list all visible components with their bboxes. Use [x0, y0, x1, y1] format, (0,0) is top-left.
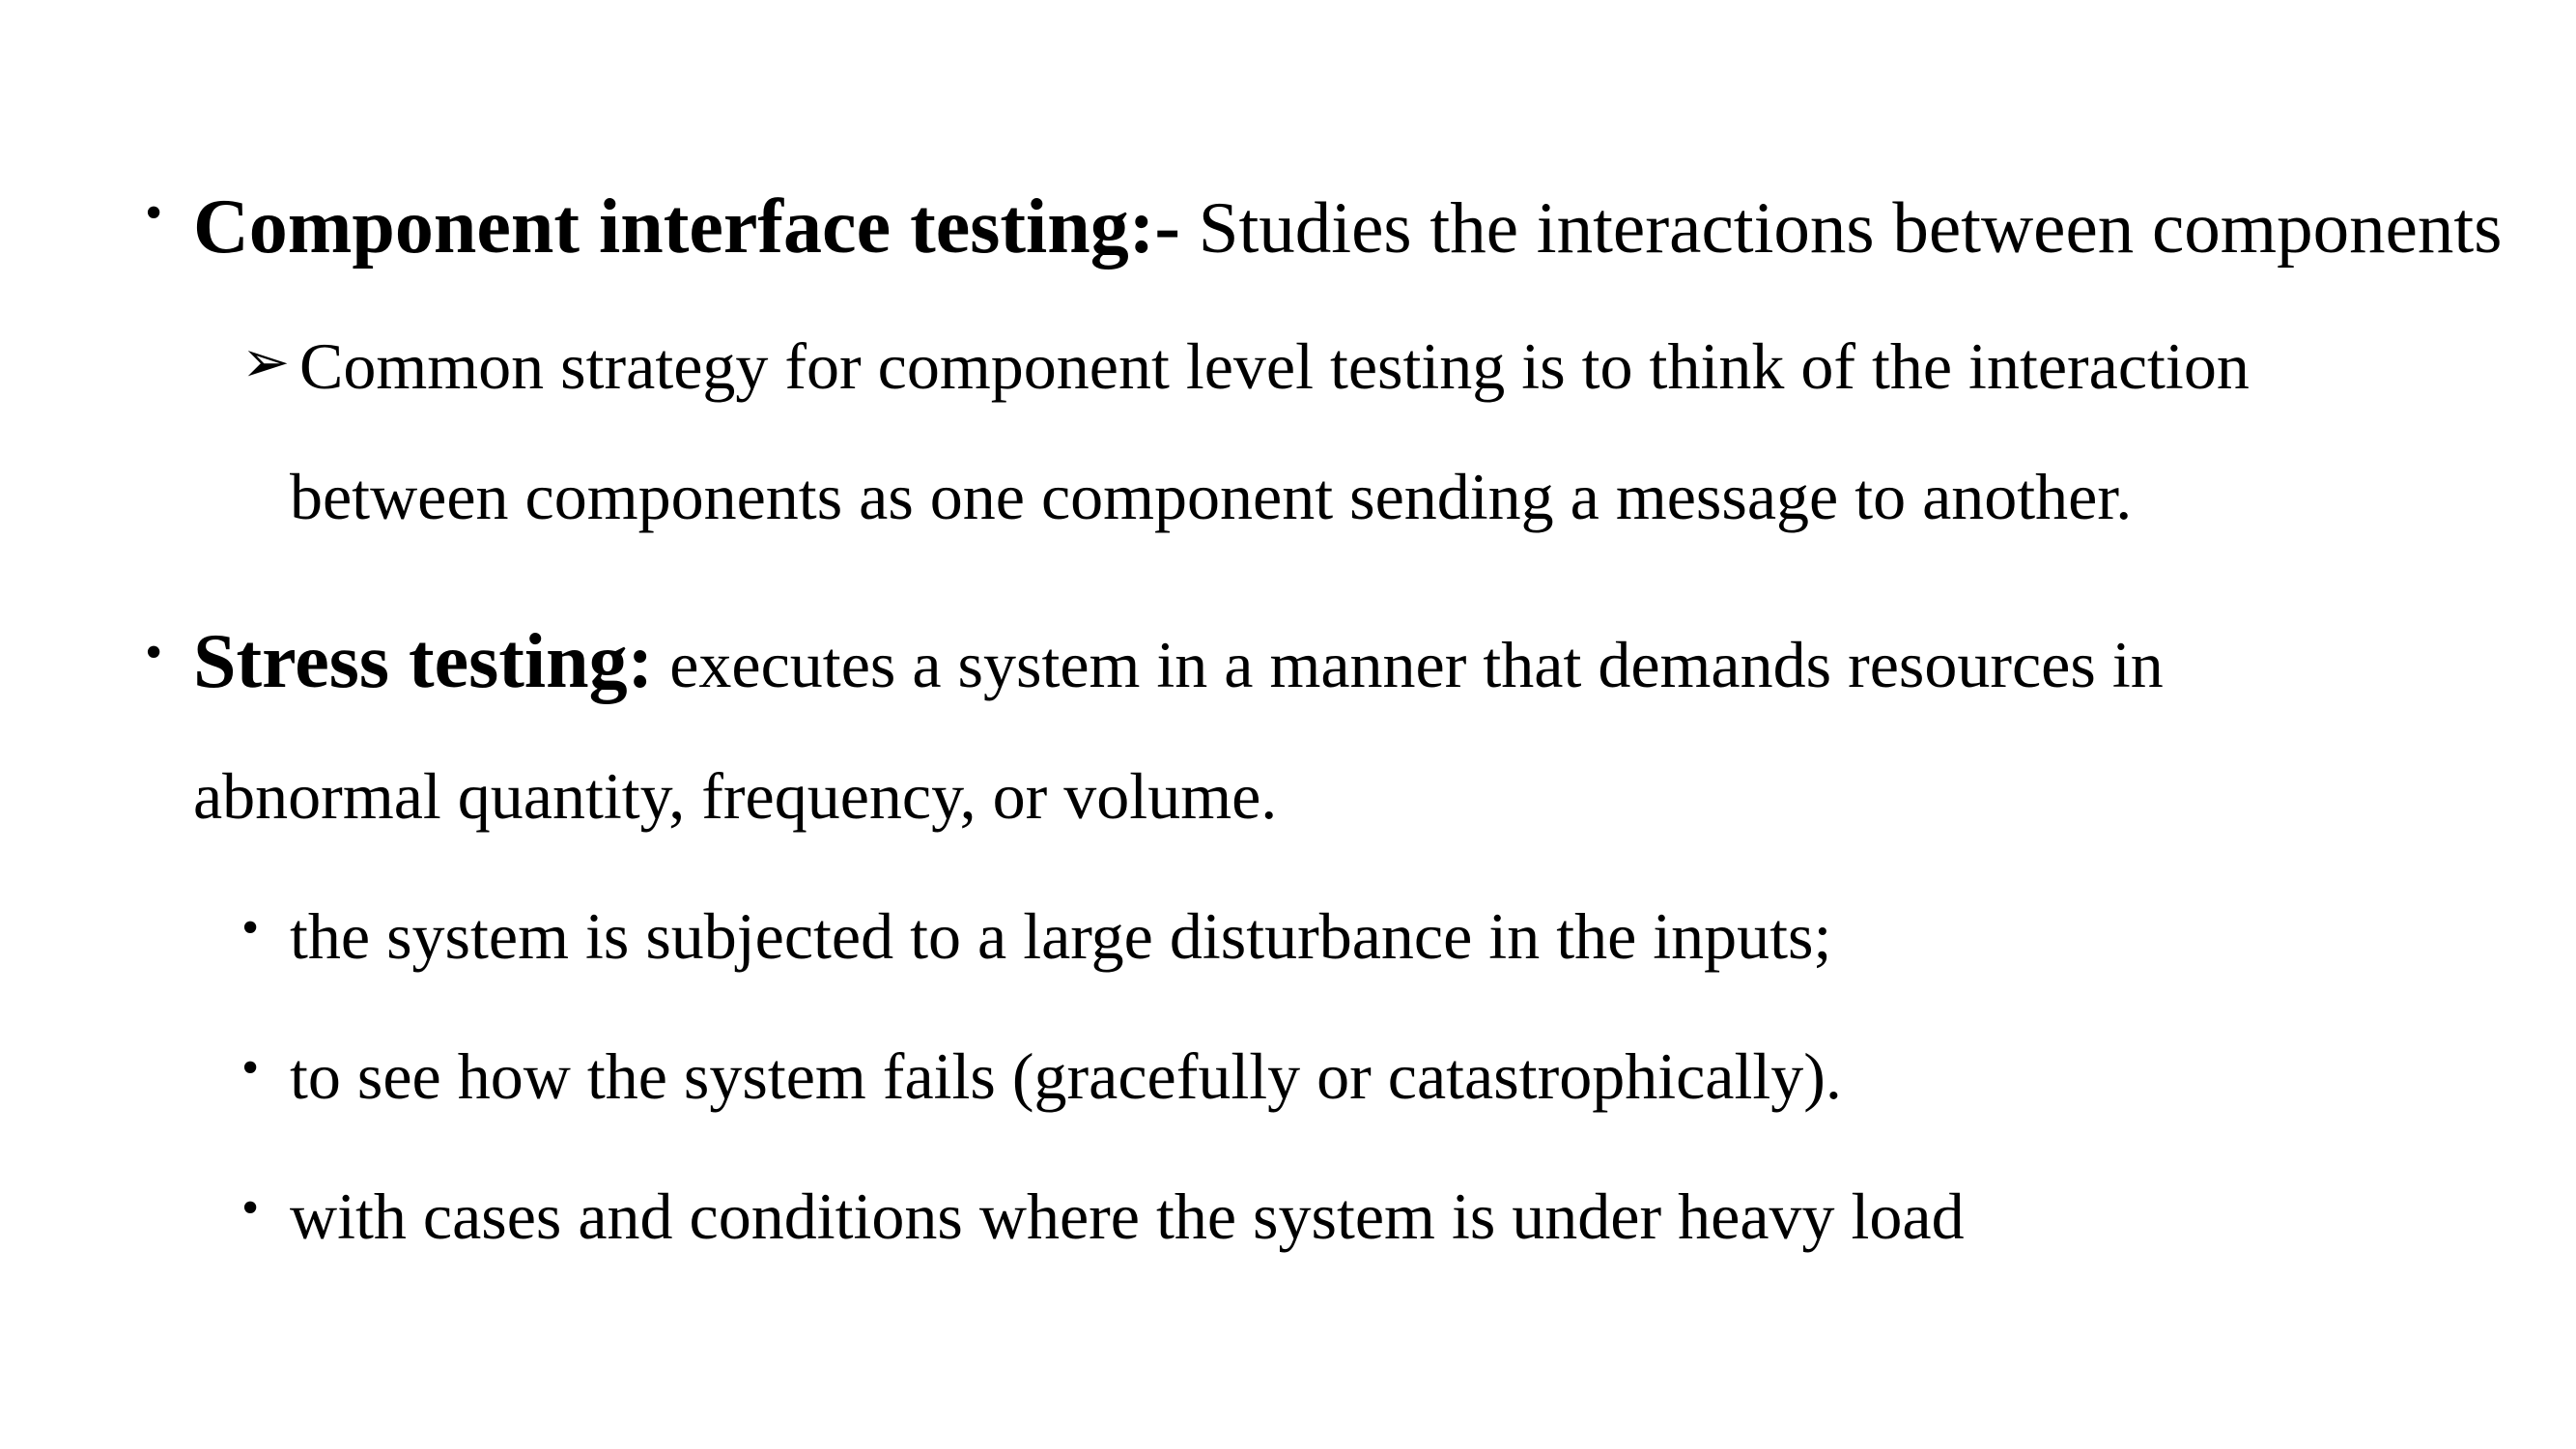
stress-testing-continuation: abnormal quantity, frequency, or volume. [193, 759, 1278, 833]
sub-bullet-dot-2: • [241, 1040, 260, 1095]
sub-bullet-dot-3: • [241, 1180, 260, 1236]
component-interface-testing-desc: Studies the interactions between components [1180, 188, 2503, 269]
strategy-line-1: Common strategy for component level testing is to think of the interaction [299, 329, 2250, 403]
bullet-dot-stress: • [145, 625, 163, 680]
arrow-bullet-icon: ➢ [241, 330, 291, 394]
strategy-line-2: between components as one component sending a message to another. [290, 460, 2133, 533]
stress-point-3: with cases and conditions where the system is under heavy load [290, 1179, 1965, 1253]
stress-testing-term: Stress testing: [193, 619, 654, 704]
stress-testing-desc: executes a system in a manner that demands resources in [653, 628, 2164, 701]
stress-point-1: the system is subjected to a large disturbance in the inputs; [290, 899, 1832, 973]
sub-bullet-dot-1: • [241, 900, 260, 955]
component-interface-testing-term: Component interface testing:- [193, 185, 1180, 270]
bullet-dot-component: • [145, 185, 163, 241]
component-interface-testing-line [193, 185, 2503, 270]
stress-point-2: to see how the system fails (gracefully or catastrophically). [290, 1039, 1842, 1113]
stress-testing-line [193, 619, 2164, 704]
